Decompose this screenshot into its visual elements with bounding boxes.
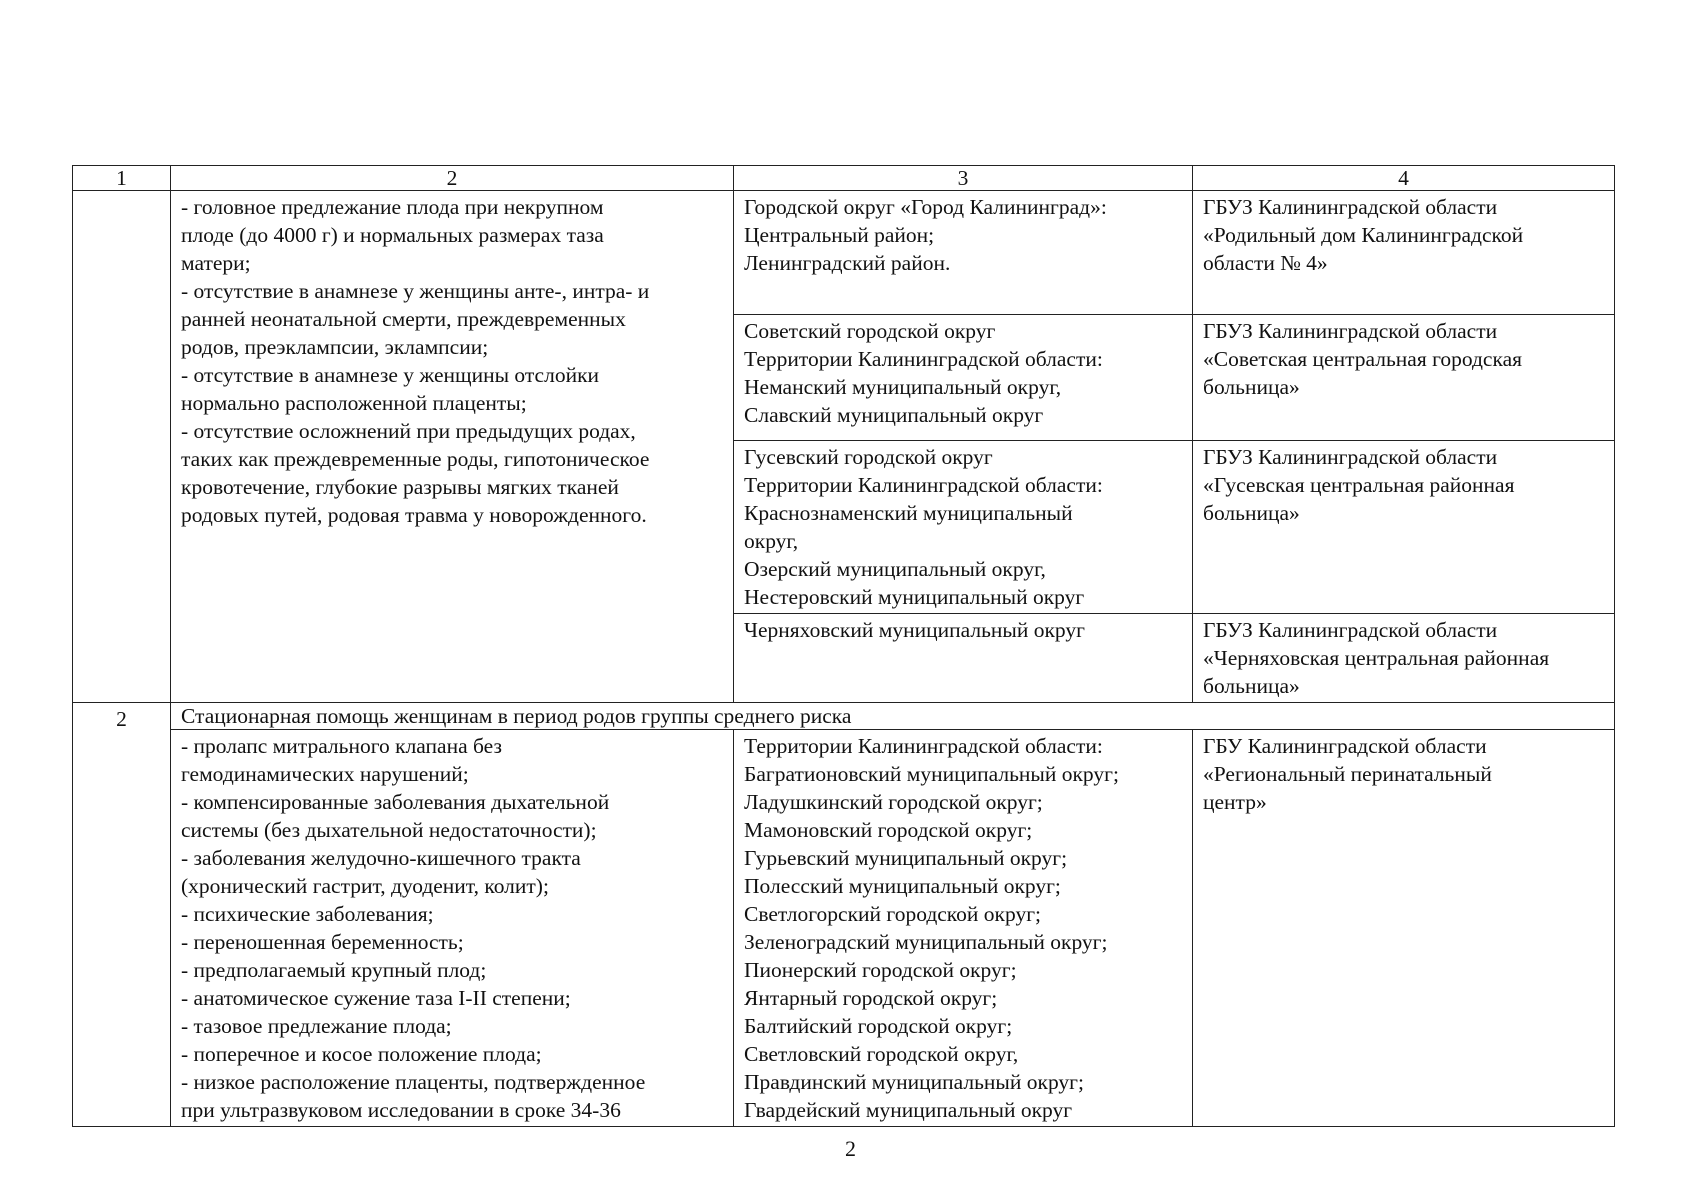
territory-cell	[734, 441, 1193, 614]
institution-line: ГБУЗ Калининградской области	[1203, 445, 1498, 469]
condition-line: - отсутствие в анамнезе у женщины анте-, интра- и	[181, 279, 650, 303]
condition-line: нормально расположенной плаценты;	[181, 391, 527, 415]
institution-line: области № 4»	[1203, 251, 1328, 275]
condition-line: родов, преэклампсии, эклампсии;	[181, 335, 489, 359]
territory-line: Ладушкинский городской округ;	[744, 790, 1043, 814]
header-col-2: 2	[171, 166, 734, 191]
territory-line: Краснознаменский муниципальный	[744, 501, 1073, 525]
institution-line: центр»	[1203, 790, 1267, 814]
condition-line: - компенсированные заболевания дыхательной	[181, 790, 610, 814]
header-col-3: 3	[734, 166, 1193, 191]
condition-line: (хронический гастрит, дуоденит, колит);	[181, 874, 549, 898]
territory-line: Нестеровский муниципальный округ	[744, 585, 1085, 609]
table-header-row	[73, 166, 1615, 191]
condition-line: - головное предлежание плода при некрупном	[181, 195, 604, 219]
condition-line: матери;	[181, 251, 251, 275]
institution-cell	[1193, 441, 1615, 614]
territory-line: Светлогорский городской округ;	[744, 902, 1041, 926]
condition-line: - пролапс митрального клапана без	[181, 734, 502, 758]
condition-line: - переношенная беременность;	[181, 930, 464, 954]
institution-line: «Родильный дом Калининградской	[1203, 223, 1524, 247]
condition-line: - низкое расположение плаценты, подтвержденное	[181, 1070, 646, 1094]
territory-line: округ,	[744, 529, 799, 553]
institution-line: «Гусевская центральная районная	[1203, 473, 1515, 497]
territory-cell	[734, 191, 1193, 315]
territory-line: Мамоновский городской округ;	[744, 818, 1033, 842]
territory-line: Ленинградский район.	[744, 251, 951, 275]
institution-line: «Региональный перинатальный	[1203, 762, 1492, 786]
territory-line: Пионерский городской округ;	[744, 958, 1017, 982]
condition-line: - поперечное и косое положение плода;	[181, 1042, 542, 1066]
territory-line: Черняховский муниципальный округ	[744, 618, 1085, 642]
condition-line: - заболевания желудочно-кишечного тракта	[181, 846, 581, 870]
institution-cell	[1193, 315, 1615, 441]
condition-line: ранней неонатальной смерти, преждевременных	[181, 307, 626, 331]
condition-line: - предполагаемый крупный плод;	[181, 958, 487, 982]
condition-line: гемодинамических нарушений;	[181, 762, 469, 786]
territory-line: Городской округ «Город Калининград»:	[744, 195, 1107, 219]
condition-line: - психические заболевания;	[181, 902, 434, 926]
condition-line: при ультразвуковом исследовании в сроке 34-36	[181, 1098, 621, 1122]
page-number: 2	[845, 1136, 856, 1161]
institution-line: больница»	[1203, 501, 1300, 525]
header-col-4: 4	[1193, 166, 1615, 191]
institution-cell	[1193, 191, 1615, 315]
institution-line: ГБУЗ Калининградской области	[1203, 319, 1498, 343]
territory-cell	[734, 730, 1193, 1127]
territory-line: Озерский муниципальный округ,	[744, 557, 1046, 581]
institution-cell	[1193, 614, 1615, 703]
institution-line: ГБУЗ Калининградской области	[1203, 195, 1498, 219]
row-number-cell: 2	[73, 703, 171, 1127]
institution-cell	[1193, 730, 1615, 1127]
territory-line: Советский городской округ	[744, 319, 996, 343]
header-col-1: 1	[73, 166, 171, 191]
territory-line: Территории Калининградской области:	[744, 473, 1103, 497]
condition-line: плоде (до 4000 г) и нормальных размерах таза	[181, 223, 604, 247]
condition-line: кровотечение, глубокие разрывы мягких тканей	[181, 475, 619, 499]
territory-line: Балтийский городской округ;	[744, 1014, 1013, 1038]
conditions-cell	[171, 730, 734, 1127]
condition-line: - тазовое предлежание плода;	[181, 1014, 452, 1038]
condition-line: - отсутствие в анамнезе у женщины отслойки	[181, 363, 600, 387]
territory-line: Гурьевский муниципальный округ;	[744, 846, 1068, 870]
section-row	[73, 703, 1615, 730]
territory-line: Гвардейский муниципальный округ	[744, 1098, 1073, 1122]
territory-line: Территории Калининградской области:	[744, 734, 1103, 758]
section-title: Стационарная помощь женщинам в период родов группы среднего риска	[171, 703, 1615, 730]
territory-line: Багратионовский муниципальный округ;	[744, 762, 1119, 786]
institution-line: ГБУЗ Калининградской области	[1203, 618, 1498, 642]
condition-line: системы (без дыхательной недостаточности);	[181, 818, 597, 842]
territory-cell	[734, 614, 1193, 703]
territory-line: Светловский городской округ,	[744, 1042, 1019, 1066]
condition-line: таких как преждевременные роды, гипотоническое	[181, 447, 650, 471]
territory-line: Центральный район;	[744, 223, 935, 247]
institution-line: больница»	[1203, 375, 1300, 399]
territory-line: Неманский муниципальный округ,	[744, 375, 1062, 399]
condition-line: - отсутствие осложнений при предыдущих родах,	[181, 419, 636, 443]
institution-line: больница»	[1203, 674, 1300, 698]
routing-table	[72, 165, 1615, 1127]
table-row	[73, 191, 1615, 315]
territory-line: Янтарный городской округ;	[744, 986, 998, 1010]
conditions-cell	[171, 191, 734, 703]
territory-line: Территории Калининградской области:	[744, 347, 1103, 371]
institution-line: «Советская центральная городская	[1203, 347, 1523, 371]
table-row	[73, 730, 1615, 1127]
territory-cell	[734, 315, 1193, 441]
territory-line: Гусевский городской округ	[744, 445, 993, 469]
institution-line: «Черняховская центральная районная	[1203, 646, 1550, 670]
territory-line: Славский муниципальный округ	[744, 403, 1044, 427]
row-number-cell	[73, 191, 171, 703]
territory-line: Полесский муниципальный округ;	[744, 874, 1061, 898]
territory-line: Зеленоградский муниципальный округ;	[744, 930, 1108, 954]
condition-line: - анатомическое сужение таза I-II степени;	[181, 986, 571, 1010]
condition-line: родовых путей, родовая травма у новорожденного.	[181, 503, 647, 527]
territory-line: Правдинский муниципальный округ;	[744, 1070, 1084, 1094]
institution-line: ГБУ Калининградской области	[1203, 734, 1487, 758]
